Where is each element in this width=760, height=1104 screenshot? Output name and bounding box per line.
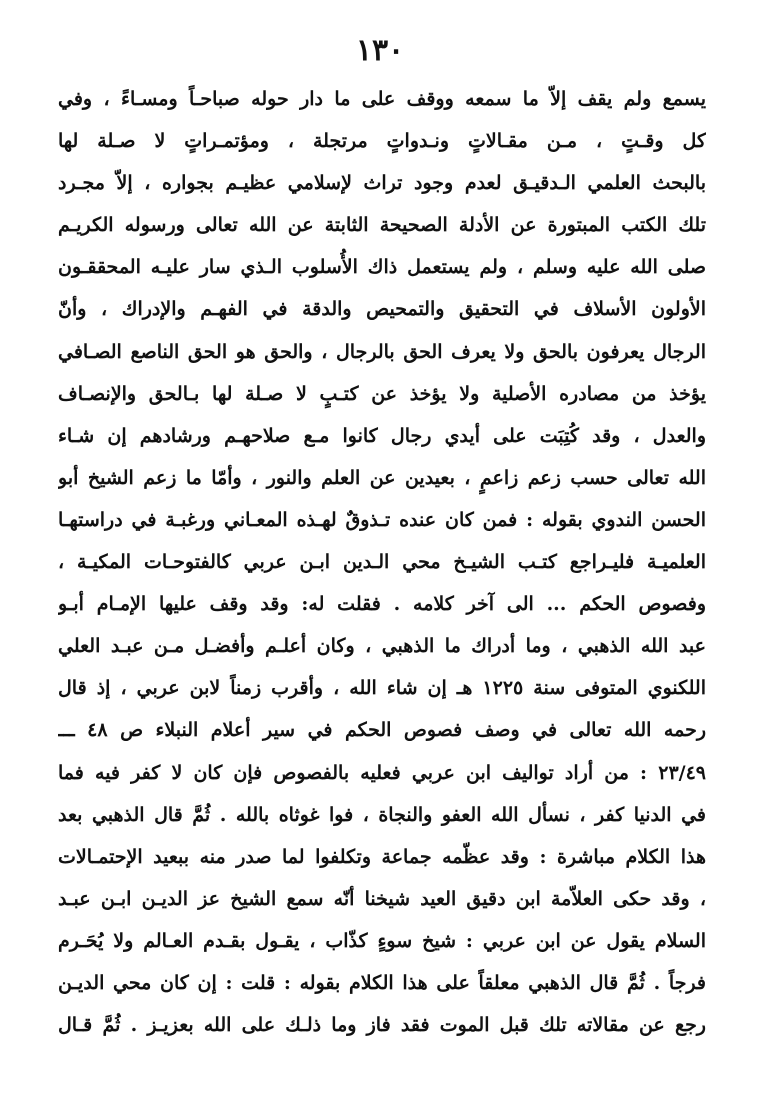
text-line-23: رجع عن مقالاته تلك قبل الموت فقد فاز وما ذلـك على الله بعزيـز . ثُمَّ قـال xyxy=(58,1014,706,1037)
text-line-10: الله تعالى حسب زعم زاعمٍ ، بعيدين عن العلم والنور ، وأمّا ما زعم الشيخ أبو xyxy=(58,466,706,489)
body-text xyxy=(58,78,706,1046)
text-line-17: ٢٣/٤٩ : من أراد تواليف ابن عربي فعليه بالفصوص فإن كان لا كفر فيه فما xyxy=(58,761,706,784)
text-line-4: تلك الكتب المبتورة عن الأدلة الصحيحة الثابتة عن الله تعالى ورسوله الكريـم xyxy=(58,214,706,237)
text-line-9: والعدل ، وقد كُتِبَت على أيدي رجال كانوا مـع صلاحهـم ورشادهم إن شـاء xyxy=(58,424,706,447)
text-line-21: السلام يقول عن ابن عربي : شيخ سوءٍ كذّاب ، يقـول بقـدم العـالم ولا يُحَـرم xyxy=(58,929,706,952)
text-line-16: رحمه الله تعالى في وصف فصوص الحكم في سير أعلام النبلاء ص ٤٨ ـــ xyxy=(58,719,706,742)
text-line-13: وفصوص الحكم ... الى آخر كلامه . فقلت له: وقد وقف عليها الإمـام أبـو xyxy=(58,593,706,616)
text-line-11: الحسن الندوي بقوله : فمن كان عنده تـذوقٌ لهـذه المعـاني ورغبـة في دراستهـا xyxy=(58,508,706,531)
text-line-1: يسمع ولم يقف إلاّ ما سمعه ووقف على ما دار حوله صباحـاً ومسـاءً ، وفي xyxy=(58,88,706,110)
text-line-8: يؤخذ من مصادره الأصلية ولا يؤخذ عن كتـبٍ لا صـلة لها بـالحق والإنصـاف xyxy=(58,382,706,405)
text-line-14: عبد الله الذهبي ، وما أدراك ما الذهبي ، وكان أعلـم وأفضـل مـن عبـد العلي xyxy=(58,635,706,658)
page-number: ١٣٠ xyxy=(355,33,405,68)
text-line-20: ، وقد حكى العلاّمة ابن دقيق العيد شيخنا أنّه سمع الشيخ عز الديـن ابـن عبـد xyxy=(58,887,706,910)
text-line-5: صلى الله عليه وسلم ، ولم يستعمل ذاك الأُسلوب الـذي سار عليـه المحققـون xyxy=(58,256,706,279)
text-line-2: كل وقـتٍ ، مـن مقـالاتٍ ونـدواتٍ مرتجلة ، ومؤتمـراتٍ لا صـلة لها xyxy=(58,130,706,153)
text-line-6: الأولون الأسلاف في التحقيق والتمحيص والدقة في الفهـم والإدراك ، وأنّ xyxy=(58,298,706,321)
text-line-22: فرجاً . ثُمَّ قال الذهبي معلقاً على هذا الكلام بقوله : قلت : إن كان محي الديـن xyxy=(58,971,706,994)
text-line-19: هذا الكلام مباشرة : وقد عظّمه جماعة وتكلفوا لما صدر منه ببعيد الإحتمـالات xyxy=(58,845,706,868)
text-line-3: بالبحث العلمي الـدقيـق لعدم وجود تراث لإسلامي عظيـم بجواره ، إلاّ مجـرد xyxy=(58,172,706,195)
text-line-15: اللكنوي المتوفى سنة ١٢٢٥ هـ إن شاء الله ، وأقرب زمناً لابن عربي ، إذ قال xyxy=(58,677,706,700)
text-line-12: العلميـة فليـراجع كتـب الشيـخ محي الـدين ابـن عربي كالفتوحـات المكيـة ، xyxy=(58,551,706,574)
text-line-7: الرجال يعرفون بالحق ولا يعرف الحق بالرجال ، والحق هو الحق الناصع الصـافي xyxy=(58,340,706,363)
text-line-18: في الدنيا كفر ، نسأل الله العفو والنجاة ، فوا غوثاه بالله . ثُمَّ قال الذهبي بعد xyxy=(58,803,706,826)
